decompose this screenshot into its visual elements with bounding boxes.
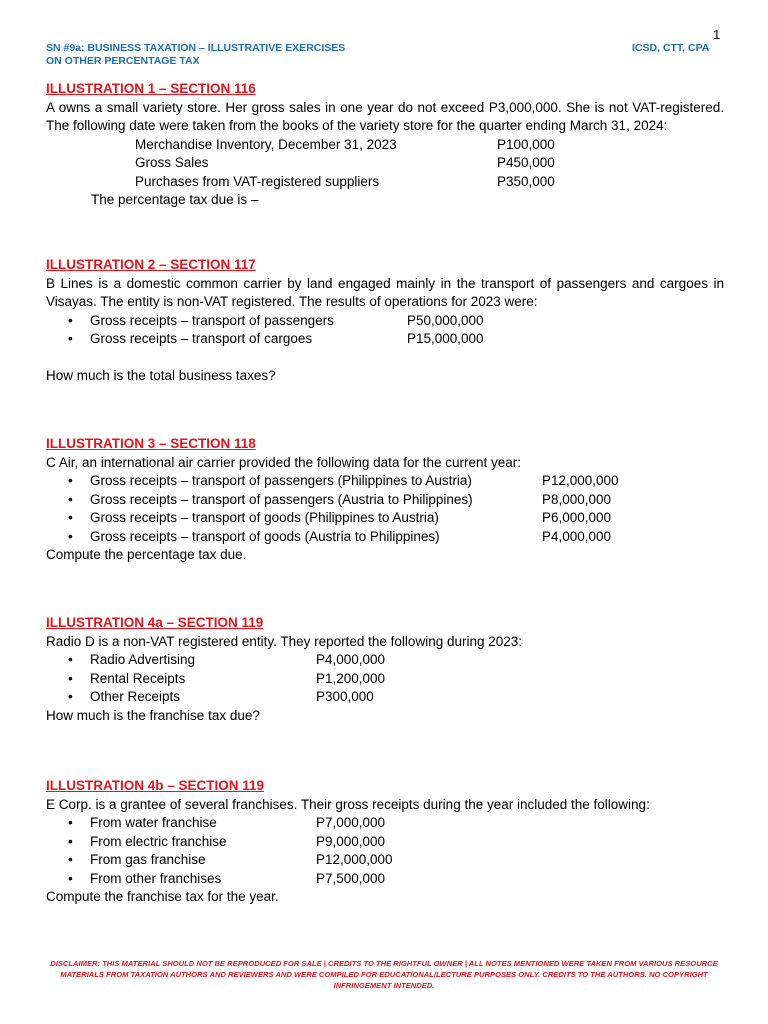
list-item [46, 814, 724, 833]
bullet-icon: • [68, 833, 73, 849]
header-line-1: SN #9a: BUSINESS TAXATION – ILLUSTRATIVE EXERCISES [46, 42, 346, 54]
item-label: Rental Receipts [90, 670, 186, 686]
item-label: Gross receipts – transport of goods (Philippines to Austria) [90, 510, 439, 525]
item-amount: P450,000 [497, 155, 555, 170]
illustration-2-question: How much is the total business taxes? [46, 367, 276, 383]
illustration-4a [46, 614, 724, 725]
list-item [46, 472, 724, 491]
item-label: Merchandise Inventory, December 31, 2023 [135, 136, 397, 152]
list-item [46, 528, 724, 547]
illustration-3-question: Compute the percentage tax due. [46, 547, 247, 562]
bullet-icon: • [68, 528, 73, 544]
illustration-4a-title: ILLUSTRATION 4a – SECTION 119 [46, 615, 264, 630]
bullet-icon: • [68, 331, 73, 346]
illustration-4a-question: How much is the franchise tax due? [46, 707, 260, 723]
list-item [46, 509, 724, 528]
item-label: Purchases from VAT-registered suppliers [135, 173, 380, 189]
illustration-4b-title: ILLUSTRATION 4b – SECTION 119 [46, 778, 265, 793]
list-item [46, 651, 724, 670]
bullet-icon: • [68, 510, 73, 525]
item-label: Gross receipts – transport of passengers [90, 312, 334, 328]
illustration-2-title: ILLUSTRATION 2 – SECTION 117 [46, 257, 256, 272]
list-item [46, 136, 724, 155]
illustration-4b-text: E Corp. is a grantee of several franchises. Their gross receipts during the year included the following: [46, 796, 650, 812]
item-label: Other Receipts [90, 689, 181, 704]
item-label: Gross receipts – transport of goods (Austria to Philippines) [90, 528, 440, 544]
illustration-1-question: The percentage tax due is – [91, 192, 259, 207]
item-amount: P12,000,000 [316, 852, 393, 867]
list-item [46, 670, 724, 689]
illustration-2-text: B Lines is a domestic common carrier by land engaged mainly in the transport of passengers and cargoes in Visayas. The entity is non-VAT registered. The results of operations for 2023 were: [46, 275, 724, 309]
header-line-2: ON OTHER PERCENTAGE TAX [46, 55, 200, 67]
item-amount: P1,200,000 [316, 670, 386, 686]
list-item [46, 688, 724, 707]
illustration-4a-text: Radio D is a non-VAT registered entity. They reported the following during 2023: [46, 633, 523, 649]
item-amount: P50,000,000 [407, 312, 484, 328]
list-item [46, 312, 724, 331]
item-amount: P100,000 [497, 136, 555, 152]
illustration-1-text: A owns a small variety store. Her gross sales in one year do not exceed P3,000,000. She is not VAT-registered. The following date were taken from the books of the variety store for the quarter ending March 31, 2024: [46, 99, 724, 133]
item-label: From water franchise [90, 815, 217, 830]
header-author-credentials: ICSD, CTT, CPA [632, 42, 710, 54]
list-item [46, 173, 724, 192]
illustration-3-title: ILLUSTRATION 3 – SECTION 118 [46, 436, 256, 451]
item-label: Gross receipts – transport of passengers (Austria to Philippines) [90, 491, 473, 507]
list-item [46, 491, 724, 510]
illustration-1 [46, 80, 724, 210]
list-item [46, 870, 724, 889]
bullet-icon: • [68, 870, 73, 886]
item-amount: P6,000,000 [542, 510, 612, 525]
bullet-icon: • [68, 473, 73, 488]
bullet-icon: • [68, 312, 73, 328]
bullet-icon: • [68, 815, 73, 830]
item-amount: P7,000,000 [316, 815, 386, 830]
illustration-1-title: ILLUSTRATION 1 – SECTION 116 [46, 81, 256, 96]
illustration-3-text: C Air, an international air carrier provided the following data for the current year: [46, 454, 521, 470]
list-item [46, 154, 724, 173]
illustration-3 [46, 435, 724, 565]
item-label: From other franchises [90, 870, 222, 886]
document-header-title [46, 42, 345, 68]
item-amount: P8,000,000 [542, 491, 612, 507]
page-number: 1 [713, 27, 721, 42]
bullet-icon: • [68, 670, 73, 686]
item-label: From electric franchise [90, 833, 227, 849]
list-item [46, 851, 724, 870]
item-label: Gross receipts – transport of passengers (Philippines to Austria) [90, 473, 472, 488]
disclaimer-footer: DISCLAIMER: THIS MATERIAL SHOULD NOT BE REPRODUCED FOR SALE | CREDITS TO THE RIGHTFUL OWNER | ALL NOTES MENTIONED WERE TAKEN FROM VARIOUS RESOURCE MATERIALS FROM TAXATION AUTHORS AND REVIEWERS AND WERE COMPILED FOR EDUCATIONAL/LECTURE PURPOSES ONLY. CREDITS TO THE AUTHORS. NO COPYRIGHT INFRINGEMENT INTENDED. [50, 959, 718, 990]
item-label: Gross receipts – transport of cargoes [90, 331, 313, 346]
bullet-icon: • [68, 689, 73, 704]
illustration-2 [46, 256, 724, 385]
item-amount: P4,000,000 [542, 528, 612, 544]
list-item [46, 833, 724, 852]
item-label: Gross Sales [135, 155, 209, 170]
bullet-icon: • [68, 652, 73, 667]
bullet-icon: • [68, 491, 73, 507]
item-amount: P9,000,000 [316, 833, 386, 849]
list-item [46, 330, 724, 349]
item-amount: P12,000,000 [542, 473, 619, 488]
item-amount: P350,000 [497, 173, 555, 189]
item-label: From gas franchise [90, 852, 206, 867]
item-label: Radio Advertising [90, 652, 196, 667]
illustration-4b-question: Compute the franchise tax for the year. [46, 889, 279, 904]
illustration-4b [46, 777, 724, 907]
item-amount: P4,000,000 [316, 652, 386, 667]
item-amount: P15,000,000 [407, 331, 484, 346]
item-amount: P7,500,000 [316, 870, 386, 886]
item-amount: P300,000 [316, 689, 374, 704]
bullet-icon: • [68, 852, 73, 867]
